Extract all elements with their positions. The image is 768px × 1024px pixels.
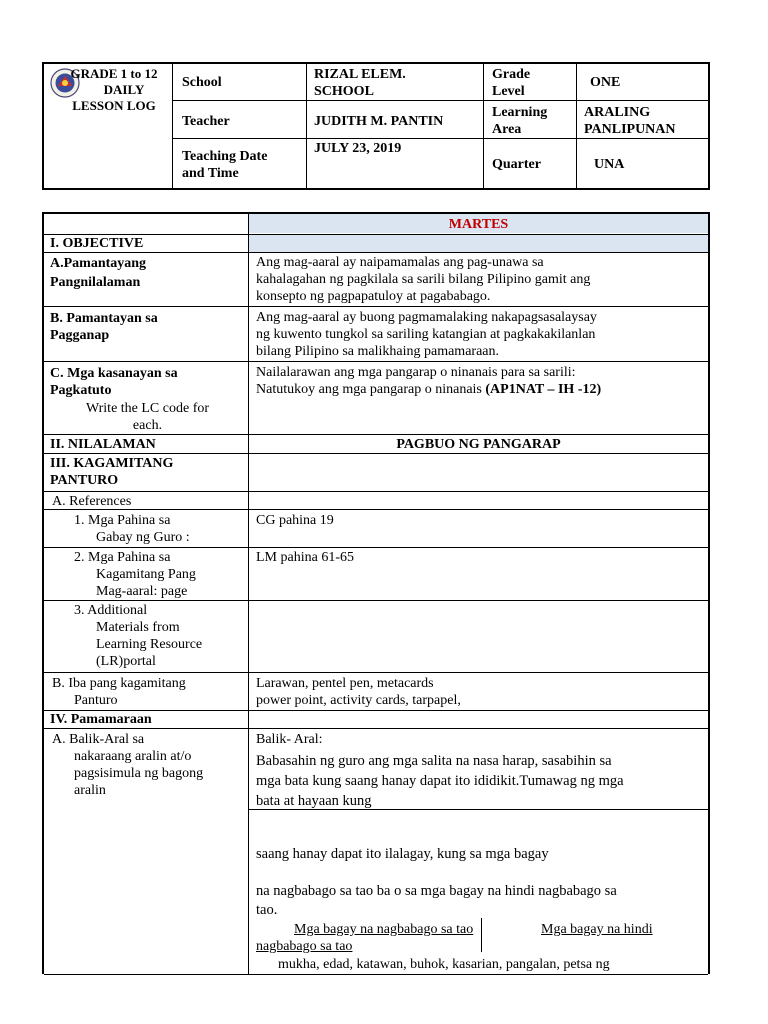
row-line (44, 491, 708, 492)
ref2-value: LM pahina 61-65 (256, 550, 354, 565)
b-value (256, 309, 597, 360)
ref2-label-line: Kagamitang Pang (96, 567, 196, 582)
teacher-value: JUDITH M. PANTIN (314, 114, 444, 129)
row-line (44, 434, 708, 435)
grade-level-label-line: Level (492, 84, 525, 99)
nilalaman-value: PAGBUO NG PANGARAP (396, 437, 561, 452)
divider (576, 64, 577, 188)
quarter-value: UNA (594, 157, 625, 172)
balik-label-line: nakaraang aralin at/o (74, 749, 192, 764)
row-line (44, 252, 708, 253)
iba-label-line: Panturo (74, 693, 118, 708)
c-label-line: C. Mga kasanayan sa (50, 366, 178, 381)
balik-title: Balik- Aral: (256, 732, 323, 747)
balik-label-line: A. Balik-Aral sa (52, 732, 145, 747)
a-value-line: kahalagahan ng pagkilala sa sarili bilang Pilipino gamit ang (256, 272, 591, 287)
date-label-line: and Time (182, 166, 239, 181)
row-line (44, 453, 708, 454)
grade-level-label-line: Grade (492, 67, 531, 82)
nilalaman-heading: II. NILALAMAN (50, 437, 156, 452)
ref1-value: CG pahina 19 (256, 513, 334, 528)
quarter-label: Quarter (492, 157, 541, 172)
school-value-line: RIZAL ELEM. (314, 67, 406, 82)
row-line (44, 509, 708, 510)
balik-line-3-line: tao. (256, 902, 278, 918)
c-label (50, 365, 178, 399)
objective-highlight (249, 234, 708, 252)
a-value (256, 254, 590, 305)
ref3-label-line: Learning Resource (96, 637, 203, 652)
ref3-label (74, 602, 202, 670)
balik-line-2: saang hanay dapat ito ilalagay, kung sa mga bagay (256, 846, 549, 862)
iba-value-line: Larawan, pentel pen, metacards (256, 676, 434, 691)
column-separator (481, 918, 482, 952)
lesson-table (42, 212, 710, 974)
a-label-line: A.Pamantayang (50, 256, 147, 271)
log-title-line: LESSON LOG (72, 98, 156, 113)
b-label (50, 310, 158, 344)
grade-level-value: ONE (590, 75, 621, 90)
log-title-line: DAILY (103, 82, 145, 97)
a-label (50, 255, 146, 291)
balik-paragraph-line: mga bata kung saang hanay dapat ito ididikit.Tumawag ng mga (256, 773, 624, 789)
iba-value-line: power point, activity cards, tarpapel, (256, 693, 461, 708)
column-heading-changing: Mga bagay na nagbabago sa tao (294, 922, 474, 937)
objective-heading: I. OBJECTIVE (50, 236, 144, 251)
ref3-label-line: Materials from (96, 620, 180, 635)
ref1-label (74, 512, 190, 546)
b-value-line: Ang mag-aaral ay buong pagmamalaking nakapagsasalaysay (256, 310, 597, 325)
lc-code: (AP1NAT – IH -12) (485, 382, 602, 397)
ref3-label-line: (LR)portal (96, 654, 156, 669)
balik-paragraph (256, 751, 624, 811)
header-table (42, 62, 710, 190)
school-value-line: SCHOOL (314, 84, 374, 99)
row-line (249, 974, 708, 975)
balik-label-line: pagsisimula ng bagong (74, 766, 204, 781)
school-value (314, 66, 406, 100)
balik-label-line: aralin (74, 783, 106, 798)
row-line (44, 547, 708, 548)
c-value (256, 364, 601, 398)
kagamitan-heading-line: PANTURO (50, 473, 119, 488)
balik-line-3-line: na nagbabago sa tao ba o sa mga bagay na hindi nagbabago sa (256, 883, 617, 899)
ref2-label-line: 2. Mga Pahina sa (74, 550, 171, 565)
teacher-label: Teacher (182, 114, 230, 129)
c-note-line: Write the LC code for (85, 401, 210, 416)
date-label (182, 148, 267, 182)
learning-area-label (492, 104, 547, 138)
row-line (44, 728, 708, 729)
divider (306, 64, 307, 188)
row-line (44, 306, 708, 307)
learning-area-label-line: Learning (492, 105, 548, 120)
learning-area-label-line: Area (492, 122, 522, 137)
column-heading-unchanging: Mga bagay na hindi (541, 922, 653, 937)
divider (173, 138, 708, 139)
row-line (44, 974, 249, 975)
c-value-line: Nailalarawan ang mga pangarap o ninanais para sa sarili: (256, 365, 576, 380)
ref1-label-line: 1. Mga Pahina sa (74, 513, 171, 528)
c-note (50, 400, 245, 434)
row-line (44, 672, 708, 673)
ref2-label (74, 549, 196, 600)
c-value-line: Natutukoy ang mga pangarap o ninanais (256, 382, 486, 397)
balik-paragraph-line: Babasahin ng guro ang mga salita na nasa harap, sasabihin sa (256, 753, 612, 769)
b-label-line: B. Pamantayan sa (50, 311, 158, 326)
balik-line-3 (256, 882, 617, 920)
day-header: MARTES (448, 217, 509, 232)
log-title-line: GRADE 1 to 12 (70, 66, 158, 81)
iba-label-line: B. Iba pang kagamitang (52, 676, 186, 691)
log-title (54, 66, 174, 114)
balik-label (52, 731, 203, 799)
a-label-line: Pangnilalaman (50, 275, 141, 290)
kagamitan-heading-line: III. KAGAMITANG (50, 456, 174, 471)
learning-area-value-line: ARALING (584, 105, 651, 120)
b-label-line: Pagganap (50, 328, 110, 343)
row-line (44, 234, 708, 235)
date-label-line: Teaching Date (182, 149, 268, 164)
learning-area-value-line: PANLIPUNAN (584, 122, 676, 137)
iba-label (52, 675, 186, 709)
school-label: School (182, 75, 222, 90)
a-value-line: Ang mag-aaral ay naipamamalas ang pag-unawa sa (256, 255, 544, 270)
ref1-label-line: Gabay ng Guro : (96, 530, 190, 545)
column-heading-unchanging-cont: nagbabago sa tao (256, 939, 353, 954)
b-value-line: bilang Pilipino sa malikhaing pamamaraan. (256, 344, 499, 359)
c-label-line: Pagkatuto (50, 383, 112, 398)
grade-level-label (492, 66, 530, 100)
ref3-label-line: 3. Additional (74, 603, 148, 618)
c-note-line: each. (132, 418, 163, 433)
kagamitan-heading (50, 455, 173, 489)
ref2-label-line: Mag-aaral: page (96, 584, 188, 599)
b-value-line: ng kuwento tungkol sa sariling katangian at pagkakakilanlan (256, 327, 596, 342)
references-heading: A. References (52, 494, 132, 509)
date-value: JULY 23, 2019 (314, 141, 402, 156)
row-line (44, 600, 708, 601)
divider (173, 100, 708, 101)
learning-area-value (584, 104, 676, 138)
column-divider (248, 214, 249, 974)
row-line (44, 361, 708, 362)
words-line: mukha, edad, katawan, buhok, kasarian, pangalan, petsa ng (278, 957, 610, 972)
pamamaraan-heading: IV. Pamamaraan (50, 712, 152, 727)
balik-paragraph-line: bata at hayaan kung (256, 793, 372, 809)
iba-value (256, 675, 461, 709)
a-value-line: konsepto ng pagpapatuloy at pagababago. (256, 289, 491, 304)
divider (483, 64, 484, 188)
